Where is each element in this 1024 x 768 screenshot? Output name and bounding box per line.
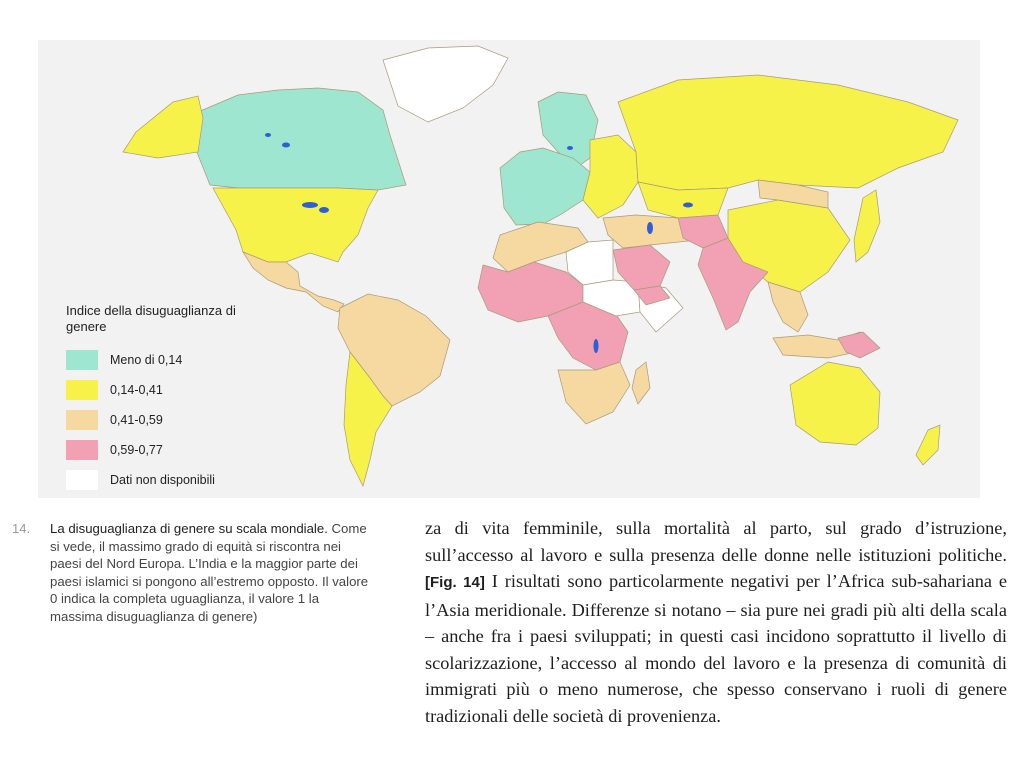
- region-new-zealand: [916, 425, 940, 465]
- region-united-states: [213, 188, 378, 262]
- legend-item: [66, 465, 266, 495]
- paragraph-part-2: I risultati sono particolarmente negativi per l’Africa sub-sahariana e l’Asia meridionale. Differenze si notano – sia pure nei gradi più alti della scala – anche fra i paesi sviluppati; in questi casi incidono soprattutto il livello di scolarizzazione, l’accesso al mondo del lavoro e la presenza di comunità di immigrati più o meno numerose, che spesso conservano i ruoli di genere tradizionali delle società di provenienza.: [425, 571, 1007, 726]
- legend-swatch-class-2: [66, 380, 98, 400]
- region-alaska: [123, 96, 203, 158]
- legend-swatch-no-data: [66, 470, 98, 490]
- region-greenland: [383, 46, 508, 122]
- region-canada: [196, 88, 406, 190]
- region-southern-africa: [558, 362, 630, 424]
- legend-label: Dati non disponibili: [110, 473, 215, 487]
- region-australia: [790, 362, 880, 445]
- legend-swatch-class-4: [66, 440, 98, 460]
- region-japan: [854, 190, 880, 262]
- map-legend: [66, 303, 266, 495]
- legend-label: 0,41-0,59: [110, 413, 163, 427]
- region-madagascar: [632, 362, 650, 404]
- figure-caption: [12, 520, 372, 625]
- legend-swatch-class-1: [66, 350, 98, 370]
- legend-item: [66, 435, 266, 465]
- region-eastern-europe: [583, 135, 638, 218]
- figure-number: 14.: [12, 521, 31, 536]
- legend-item: [66, 405, 266, 435]
- legend-item: [66, 345, 266, 375]
- legend-item: [66, 375, 266, 405]
- caption-body: [50, 520, 372, 625]
- legend-label: Meno di 0,14: [110, 353, 183, 367]
- paragraph-part-1: za di vita femminile, sulla mortalità al parto, sul grado d’istruzione, sull’accesso al lavoro e sulla presenza delle donne nelle istituzioni politiche.: [425, 518, 1007, 565]
- caption-text: Come si vede, il massimo grado di equità si riscontra nei paesi del Nord Europa. L’India e la maggior parte dei paesi islamici si pongono all’estremo opposto. Il valore 0 indica la completa uguaglianza, il valore 1 la massima disuguaglianza di genere): [50, 521, 369, 624]
- figure-reference: [Fig. 14]: [425, 574, 485, 591]
- legend-swatch-class-3: [66, 410, 98, 430]
- legend-label: 0,59-0,77: [110, 443, 163, 457]
- legend-title: Indice della disuguaglianza di genere: [66, 303, 236, 334]
- region-russia: [618, 75, 958, 190]
- caption-title: La disuguaglianza di genere su scala mondiale.: [50, 521, 328, 536]
- legend-label: 0,14-0,41: [110, 383, 163, 397]
- body-paragraph: [425, 515, 1007, 729]
